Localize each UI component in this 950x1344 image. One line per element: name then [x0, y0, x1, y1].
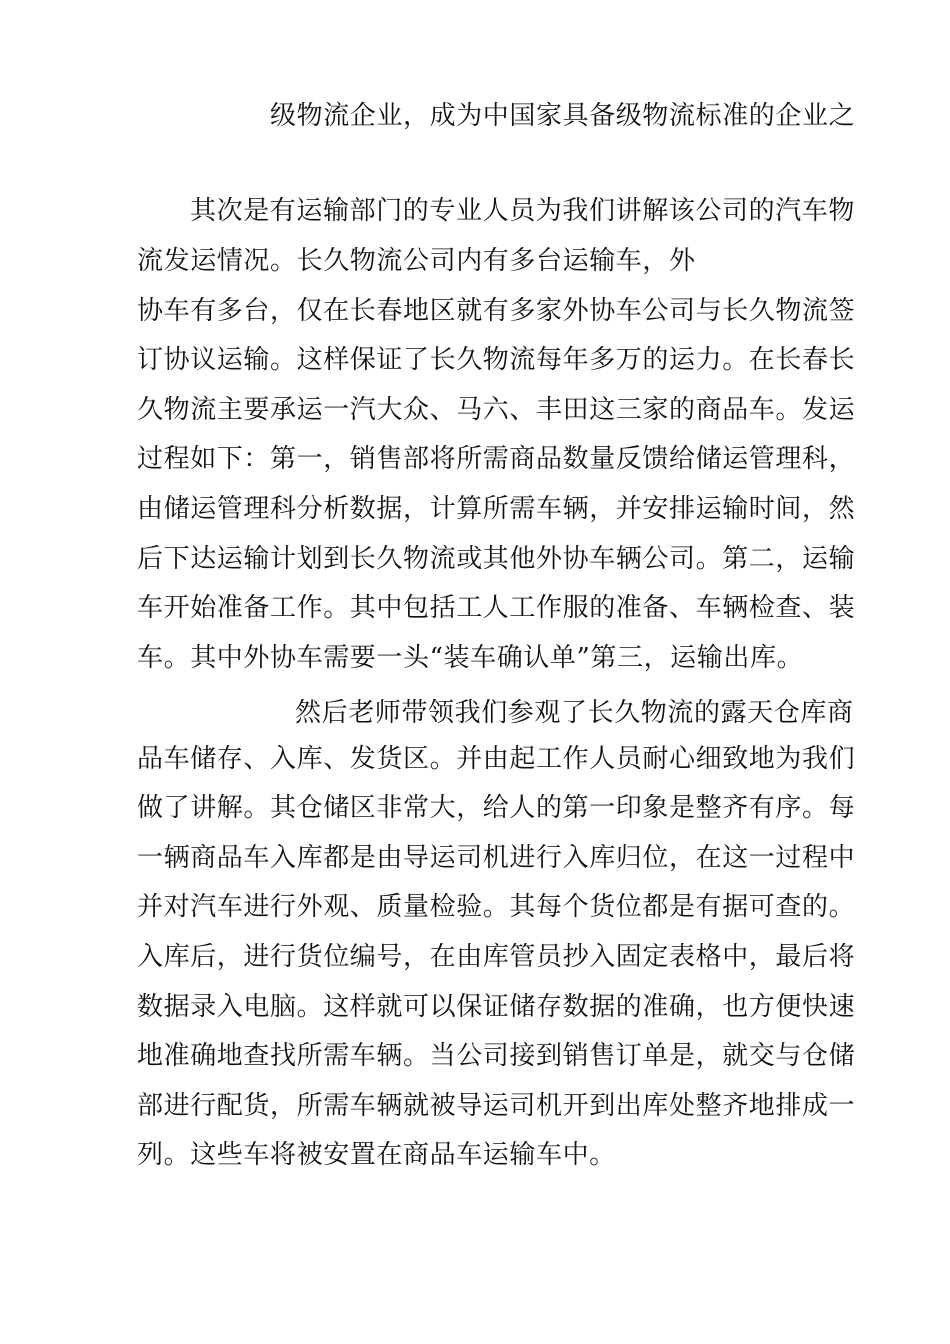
text-line: 入库后，进行货位编号，在由库管员抄入固定表格中，最后将 — [137, 942, 856, 972]
text-line: 级物流企业，成为中国家具备级物流标准的企业之 — [270, 101, 856, 131]
text-line: 部进行配货，所需车辆就被导运司机开到出库处整齐地排成一 — [137, 1091, 856, 1121]
text-line: 流发运情况。长久物流公司内有多台运输车，外 — [137, 246, 696, 276]
text-line: 地准确地查找所需车辆。当公司接到销售订单是，就交与仓储 — [137, 1041, 856, 1071]
text-line: 品车储存、入库、发货区。并由起工作人员耐心细致地为我们 — [137, 744, 856, 774]
text-line: 数据录入电脑。这样就可以保证储存数据的准确，也方便快速 — [137, 992, 856, 1022]
text-line: 做了讲解。其仓储区非常大，给人的第一印象是整齐有序。每 — [137, 793, 856, 823]
text-line: 并对汽车进行外观、质量检验。其每个货位都是有据可查的。 — [137, 892, 856, 922]
text-line: 一辆商品车入库都是由导运司机进行入库归位，在这一过程中 — [137, 843, 856, 873]
text-line: 车开始准备工作。其中包括工人工作服的准备、车辆检查、装 — [137, 593, 856, 623]
text-line: 协车有多台，仅在长春地区就有多家外协车公司与长久物流签 — [137, 296, 856, 326]
text-line: 然后老师带领我们参观了长久物流的露天仓库商 — [295, 698, 854, 728]
text-line: 列。这些车将被安置在商品车运输车中。 — [137, 1140, 616, 1170]
text-line: 车。其中外协车需要一头“装车确认单”第三，运输出库。 — [137, 643, 804, 673]
text-line: 后下达运输计划到长久物流或其他外协车辆公司。第二，运输 — [137, 544, 856, 574]
text-line: 其次是有运输部门的专业人员为我们讲解该公司的汽车物 — [190, 196, 856, 226]
text-line: 久物流主要承运一汽大众、马六、丰田这三家的商品车。发运 — [137, 395, 856, 425]
text-line: 过程如下：第一，销售部将所需商品数量反馈给储运管理科， — [137, 444, 856, 474]
text-line: 订协议运输。这样保证了长久物流每年多万的运力。在长春长 — [137, 345, 856, 375]
text-line: 由储运管理科分析数据，计算所需车辆，并安排运输时间，然 — [137, 494, 856, 524]
